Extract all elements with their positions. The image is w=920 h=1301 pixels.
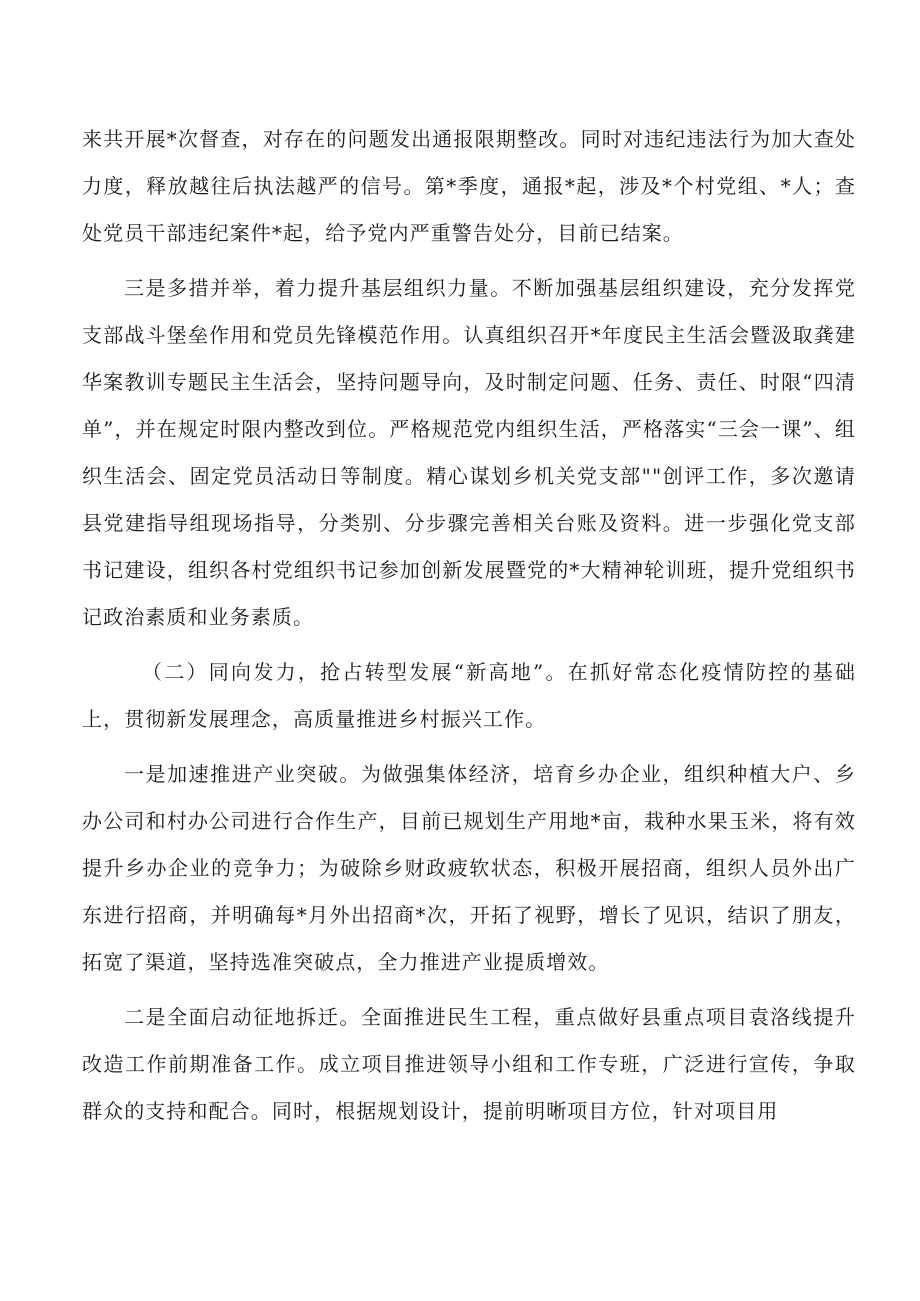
paragraph-continuation: 来共开展*次督查，对存在的问题发出通报限期整改。同时对违纪违法行为加大查处力度，释放越往后执法越严的信号。第*季度，通报*起，涉及*个村党组、*人；查处党员干部违纪案件*起，给予党内严重警告处分，目前已结案。 [82, 127, 856, 245]
paragraph-land-acquisition: 二是全面启动征地拆迁。全面推进民生工程，重点做好县重点项目袁洛线提升改造工作前期准备工作。成立项目推进领导小组和工作专班，广泛进行宣传，争取群众的支持和配合。同时，根据规划设计，提前明晰项目方位，针对项目用 [82, 1005, 856, 1123]
document-body [82, 116, 856, 1135]
paragraph-grassroots-organization: 三是多措并举，着力提升基层组织力量。不断加强基层组织建设，充分发挥党支部战斗堡垒作用和党员先锋模范作用。认真组织召开*年度民主生活会暨汲取龚建华案教训专题民主生活会，坚持问题导向，及时制定问题、任务、责任、时限“四清单”，并在规定时限内整改到位。严格规范党内组织生活，严格落实“三会一课”、组织生活会、固定党员活动日等制度。精心谋划乡机关党支部""创评工作，多次邀请县党建指导组现场指导，分类别、分步骤完善相关台账及资料。进一步强化党支部书记建设，组织各村党组织书记参加创新发展暨党的*大精神轮训班，提升党组织书记政治素质和业务素质。 [82, 276, 856, 629]
paragraph-industry-breakthrough: 一是加速推进产业突破。为做强集体经济，培育乡办企业，组织种植大户、乡办公司和村办公司进行合作生产，目前已规划生产用地*亩，栽种水果玉米，将有效提升乡办企业的竞争力；为破除乡财政疲软状态，积极开展招商，组织人员外出广东进行招商，并明确每*月外出招商*次，开拓了视野，增长了见识，结识了朋友，拓宽了渠道，坚持选准突破点，全力推进产业提质增效。 [82, 762, 856, 974]
section-heading-transformation: （二）同向发力，抢占转型发展“新高地”。在抓好常态化疫情防控的基础上，贯彻新发展理念，高质量推进乡村振兴工作。 [82, 660, 856, 731]
